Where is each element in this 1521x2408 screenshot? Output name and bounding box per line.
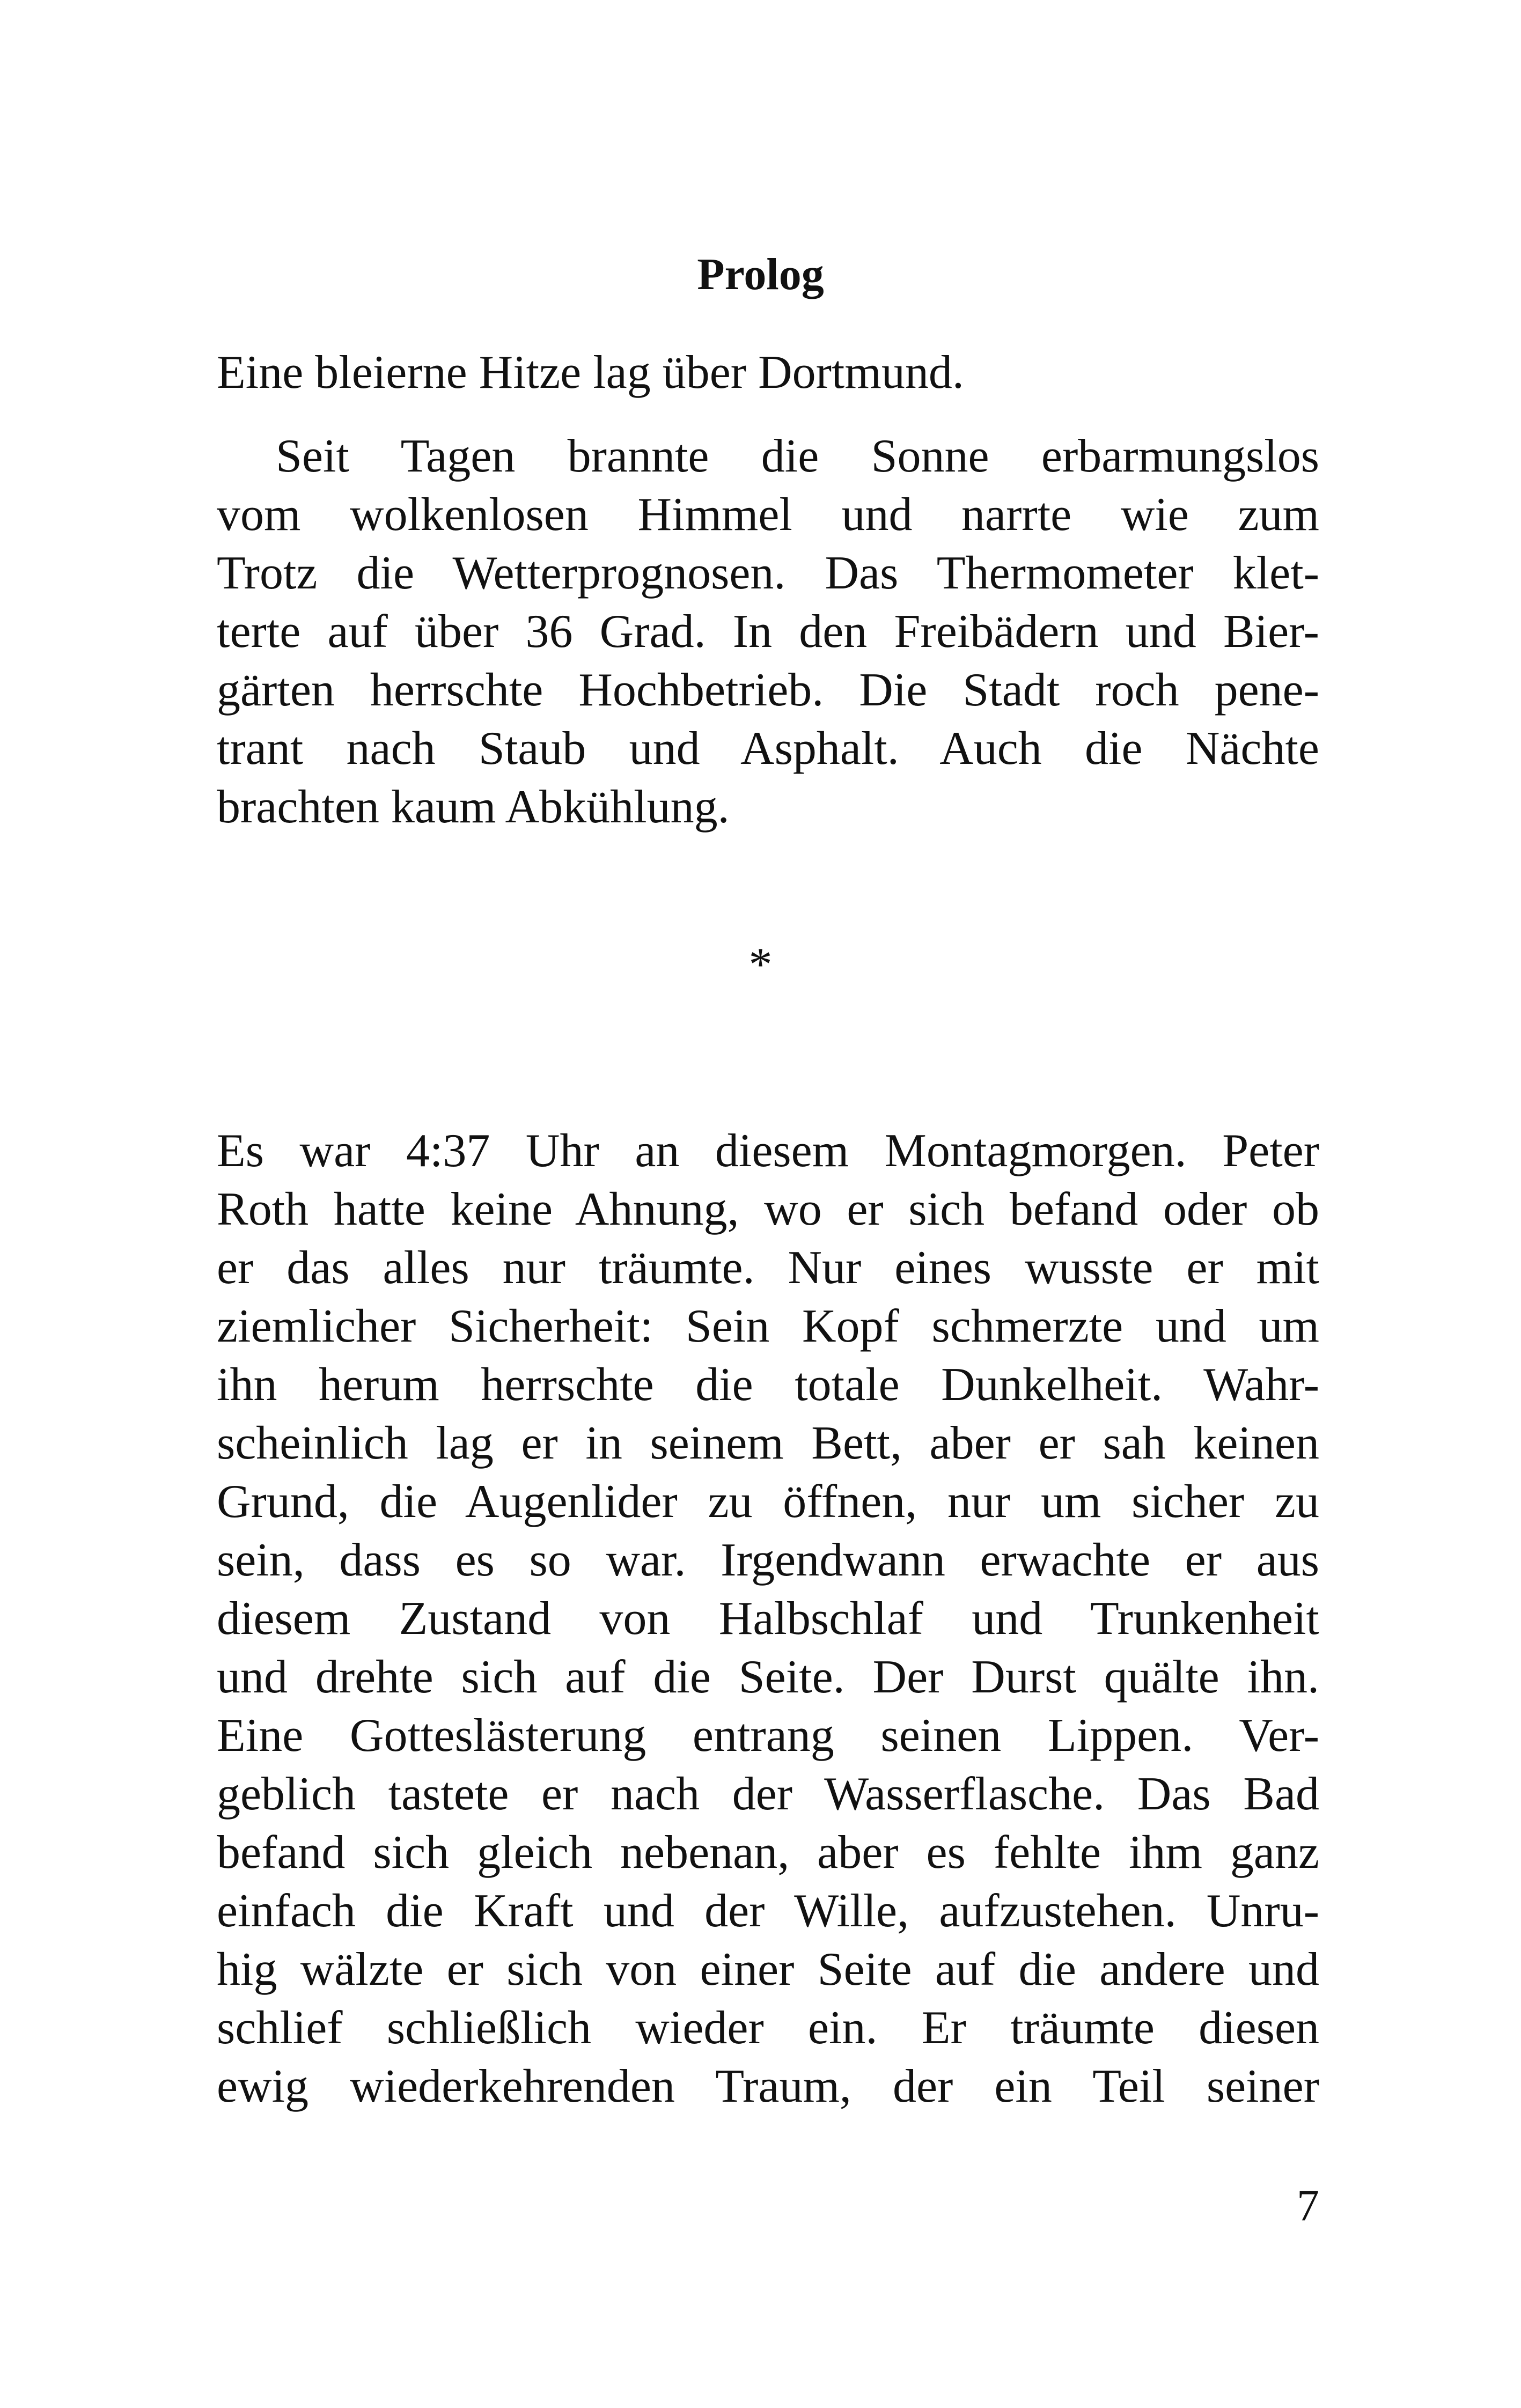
text-line: Grund, die Augenlider zu öffnen, nur um sicher zu xyxy=(217,1476,1319,1528)
text-line: sein, dass es so war. Irgendwann erwachte er aus xyxy=(217,1534,1319,1586)
text-line: Es war 4:37 Uhr an diesem Montagmorgen. Peter xyxy=(217,1125,1319,1177)
text-line: und drehte sich auf die Seite. Der Durst quälte ihn. xyxy=(217,1651,1319,1703)
text-line: Eine bleierne Hitze lag über Dortmund. xyxy=(217,347,964,399)
text-line: befand sich gleich nebenan, aber es fehlte ihm ganz xyxy=(217,1827,1319,1879)
text-line: hig wälzte er sich von einer Seite auf die andere und xyxy=(217,1943,1319,1995)
paragraph-1 xyxy=(217,343,1319,402)
text-line: trant nach Staub und Asphalt. Auch die Nächte xyxy=(217,723,1319,775)
paragraph-3 xyxy=(217,1122,1319,2116)
paragraph-2 xyxy=(217,427,1319,836)
text-line: er das alles nur träumte. Nur eines wusste er mit xyxy=(217,1242,1319,1294)
text-line: schlief schließlich wieder ein. Er träumte diesen xyxy=(217,2002,1319,2054)
text-line: ihn herum herrschte die totale Dunkelheit. Wahr- xyxy=(217,1359,1319,1411)
text-line: brachten kaum Abkühlung. xyxy=(217,781,730,833)
text-line: vom wolkenlosen Himmel und narrte wie zum xyxy=(217,489,1319,541)
page-number: 7 xyxy=(1297,2181,1319,2230)
text-line: Trotz die Wetterprognosen. Das Thermometer klet- xyxy=(217,547,1319,599)
text-line: scheinlich lag er in seinem Bett, aber er sah keinen xyxy=(217,1417,1319,1469)
scene-break-asterisk: * xyxy=(748,939,773,991)
text-line: geblich tastete er nach der Wasserflasche. Das Bad xyxy=(217,1768,1319,1820)
text-line: einfach die Kraft und der Wille, aufzustehen. Unru- xyxy=(217,1885,1319,1937)
text-line: Roth hatte keine Ahnung, wo er sich befand oder ob xyxy=(217,1183,1319,1235)
text-line: ziemlicher Sicherheit: Sein Kopf schmerzte und um xyxy=(217,1300,1319,1352)
text-line: terte auf über 36 Grad. In den Freibädern und Bier- xyxy=(217,606,1319,658)
text-line: gärten herrschte Hochbetrieb. Die Stadt roch pene- xyxy=(217,664,1319,716)
text-line: ewig wiederkehrenden Traum, der ein Teil seiner xyxy=(217,2060,1319,2112)
text-line: Eine Gotteslästerung entrang seinen Lippen. Ver- xyxy=(217,1710,1319,1762)
chapter-title: Prolog xyxy=(697,249,824,299)
text-line: Seit Tagen brannte die Sonne erbarmungslos xyxy=(276,430,1319,482)
text-line: diesem Zustand von Halbschlaf und Trunkenheit xyxy=(217,1593,1319,1645)
